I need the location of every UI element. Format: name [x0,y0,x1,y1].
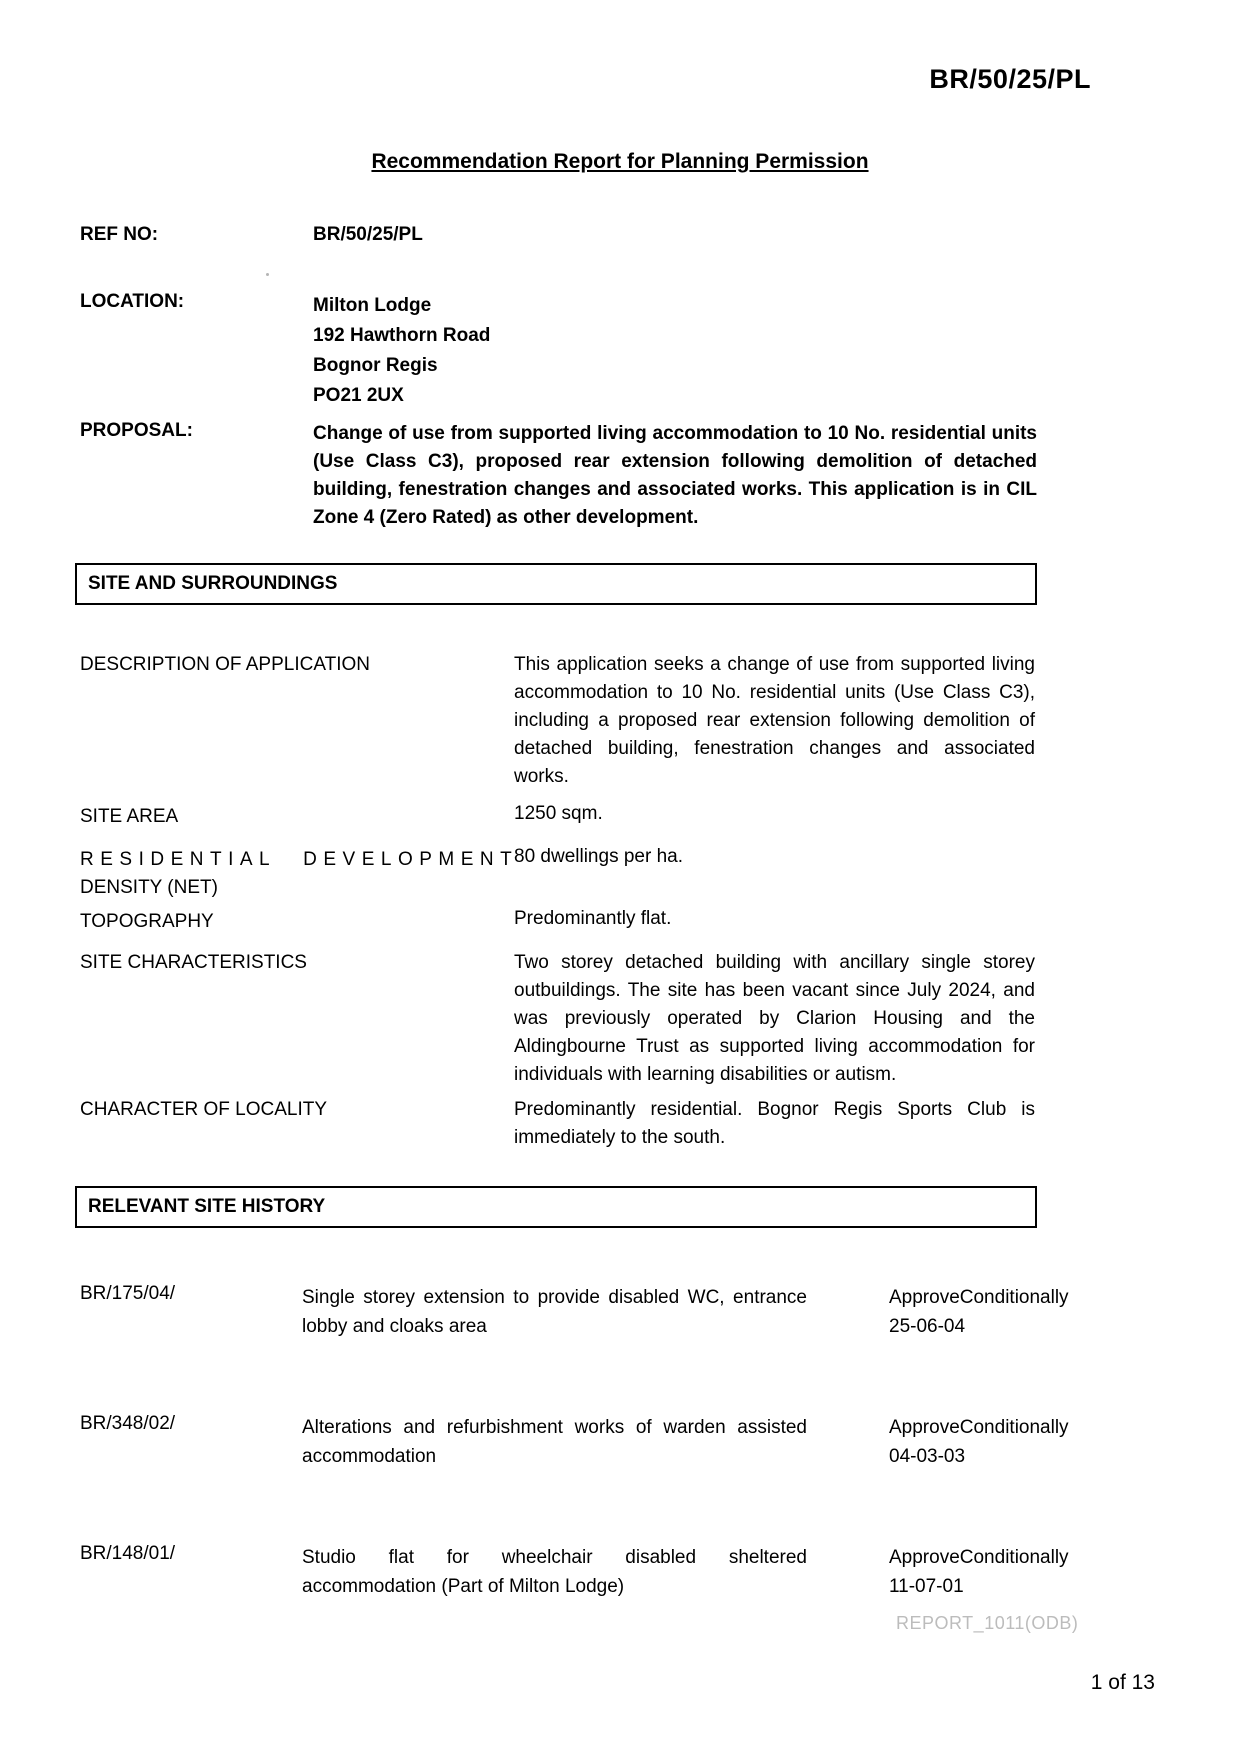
location-label: LOCATION: [80,291,185,312]
residential-density-label-line2: DENSITY (NET) [80,877,218,898]
residential-density-label-line1: RESIDENTIAL DEVELOPMENT [80,849,519,870]
history-decision-1 [889,1283,1119,1341]
site-characteristics-value: Two storey detached building with ancillary single storey outbuildings. The site has been vacant since July 2024, and was previously operated by Clarion Housing and the Aldingbourne Trust as supported living accommodation for individuals with learning disabilities or autism. [514,952,1035,1085]
page-number: 1 of 13 [1090,1671,1155,1694]
site-characteristics-label: SITE CHARACTERISTICS [80,952,307,973]
proposal-text: Change of use from supported living accommodation to 10 No. residential units (Use Class C3), proposed rear extension following demolition of detached building, fenestration changes and associated works. This application is in CIL Zone 4 (Zero Rated) as other development. [313,423,1037,528]
section-header-relevant-site-history [75,1186,1037,1228]
scan-artifact-dot [266,273,269,276]
document-reference-header: BR/50/25/PL [929,64,1091,94]
ref-no-label: REF NO: [80,224,159,245]
page-title: Recommendation Report for Planning Permission [371,150,869,173]
history-decision-2 [889,1413,1119,1471]
history-ref-1: BR/175/04/ [80,1283,176,1304]
history-decision-3 [889,1543,1119,1601]
history-description-3: Studio flat for wheelchair disabled sheltered accommodation (Part of Milton Lodge) [302,1547,807,1597]
description-of-application-value: This application seeks a change of use from supported living accommodation to 10 No. residential units (Use Class C3), including a proposed rear extension following demolition of detached building, fenestration changes and associated works. [514,654,1035,787]
section-header-site-and-surroundings [75,563,1037,605]
location-line-3: Bognor Regis [313,355,438,376]
report-watermark: REPORT_1011(ODB) [896,1613,1079,1633]
topography-label: TOPOGRAPHY [80,911,214,932]
site-area-value: 1250 sqm. [514,803,603,824]
description-of-application-label: DESCRIPTION OF APPLICATION [80,654,370,675]
history-ref-3: BR/148/01/ [80,1543,176,1564]
site-area-label: SITE AREA [80,806,179,827]
character-of-locality-label: CHARACTER OF LOCALITY [80,1099,328,1120]
section-header-site-and-surroundings-label: SITE AND SURROUNDINGS [88,573,338,594]
history-decision-3-text: ApproveConditionally [889,1547,1069,1568]
history-decision-2-date: 04-03-03 [889,1446,966,1467]
history-decision-3-date: 11-07-01 [889,1576,964,1597]
location-line-1: Milton Lodge [313,295,432,316]
character-of-locality-value: Predominantly residential. Bognor Regis Sports Club is immediately to the south. [514,1099,1035,1148]
history-decision-1-text: ApproveConditionally [889,1287,1069,1308]
history-decision-2-text: ApproveConditionally [889,1417,1069,1438]
location-address [313,291,490,411]
history-ref-2: BR/348/02/ [80,1413,176,1434]
residential-density-label [80,846,519,902]
proposal-label: PROPOSAL: [80,420,193,441]
section-header-relevant-site-history-label: RELEVANT SITE HISTORY [88,1196,326,1217]
history-decision-1-date: 25-06-04 [889,1316,966,1337]
ref-no-value: BR/50/25/PL [313,224,423,245]
page-title-wrap [80,150,1160,174]
location-line-2: 192 Hawthorn Road [313,325,491,346]
history-description-1: Single storey extension to provide disabled WC, entrance lobby and cloaks area [302,1287,807,1337]
residential-density-value: 80 dwellings per ha. [514,846,683,867]
topography-value: Predominantly flat. [514,908,672,929]
history-description-2: Alterations and refurbishment works of warden assisted accommodation [302,1417,807,1467]
location-line-4: PO21 2UX [313,385,404,406]
